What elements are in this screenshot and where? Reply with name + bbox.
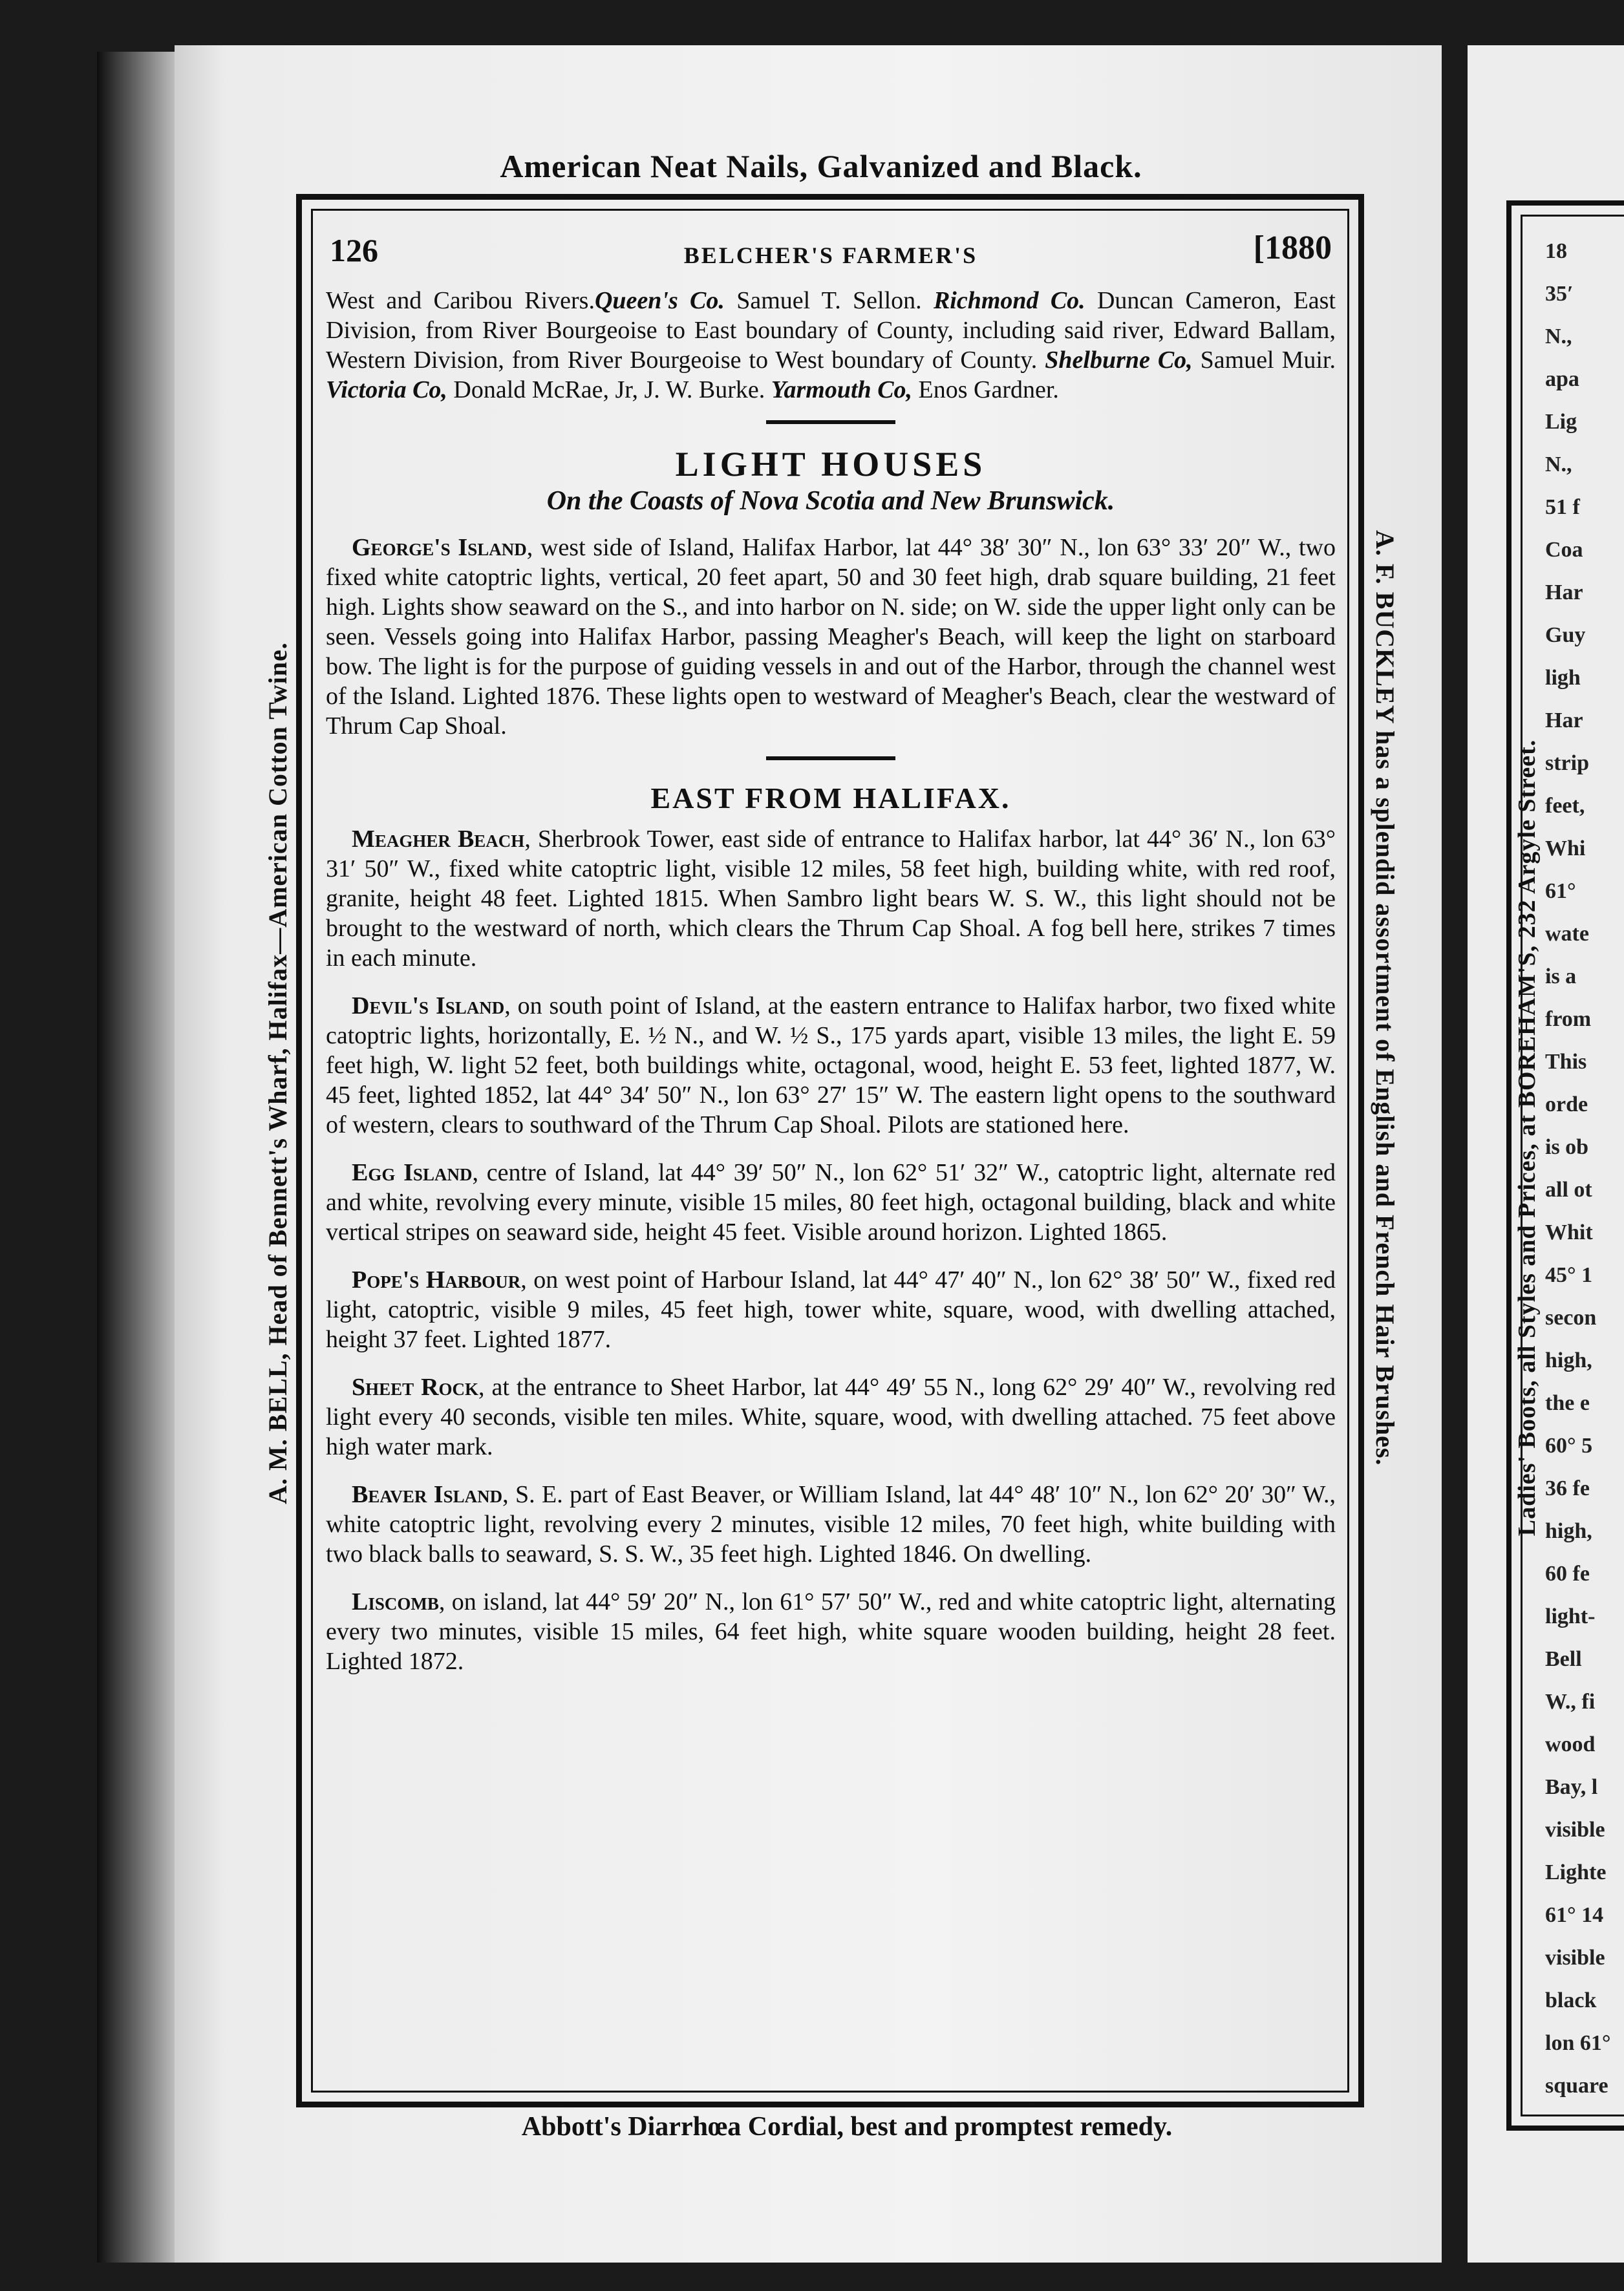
next-page-fragment: Har	[1545, 709, 1583, 732]
lighthouse-description: , centre of Island, lat 44° 39′ 50″ N., lon 62° 51′ 32″ W., catoptric light, alternate red and white, revolving every minute, visible 15 miles, 80 feet high, octagonal building, black and white vertical stripes on seaward side, height 45 feet. Visible around horizon. Lighted 1865.	[326, 1159, 1336, 1246]
lighthouse-description: , S. E. part of East Beaver, or William Island, lat 44° 48′ 10″ N., lon 62° 20′ 30″ W., white catoptric light, revolving every 2 minutes, visible 12 miles, 70 feet high, white building with two black balls to seaward, S. S. W., 35 feet high. Lighted 1846. On dwelling.	[326, 1481, 1336, 1568]
lighthouse-description: , on south point of Island, at the eastern entrance to Halifax harbor, two fixed white catoptric lights, horizontally, E. ½ N., and W. ½ S., 175 yards apart, visible 13 miles, the light E. 59 feet high, W. light 52 feet, both buildings white, octagonal, wood, height E. 53 feet, lighted 1877, W. 45 feet, lighted 1852, lat 44° 34′ 50″ N., lon 63° 27′ 15″ W. The eastern light opens to the southward of western, clears to southward of the Thrum Cap Shoal. Pilots are stationed here.	[326, 992, 1336, 1138]
running-header	[317, 226, 1345, 286]
lighthouse-name: Meagher Beach	[352, 826, 525, 853]
next-page-fragment: 18	[1545, 239, 1567, 263]
subsection-heading: EAST FROM HALIFAX.	[650, 782, 1011, 815]
next-page-fragment: feet,	[1545, 794, 1585, 818]
next-page-fragment: 51 f	[1545, 495, 1580, 519]
next-page-fragment: 60° 5	[1545, 1434, 1593, 1458]
lighthouse-name: Egg Island	[352, 1159, 473, 1186]
next-page-fragment: W., fi	[1545, 1690, 1596, 1714]
next-page-fragment: Bell	[1545, 1647, 1582, 1671]
next-page-fragment: from	[1545, 1007, 1592, 1031]
next-page-fragment: strip	[1545, 751, 1589, 775]
next-page-fragment: visible	[1545, 1818, 1605, 1842]
lighthouse-description: , at the entrance to Sheet Harbor, lat 44° 49′ 55 N., long 62° 29′ 40″ W., revolving red light every 40 seconds, visible ten miles. White, square, wood, with dwelling attached. 75 feet above high water mark.	[326, 1374, 1336, 1460]
next-page-fragment: high,	[1545, 1348, 1592, 1372]
next-page-fragment: This	[1545, 1050, 1587, 1074]
next-page-fragment: 60 fe	[1545, 1562, 1590, 1586]
next-page-fragment: Whi	[1545, 836, 1586, 860]
lighthouse-entry	[326, 991, 1336, 1140]
next-page-fragment: the e	[1545, 1391, 1590, 1415]
page-number: 126	[330, 232, 378, 268]
book-spine-edge	[97, 52, 175, 2263]
next-page-fragment: 61° 14	[1545, 1903, 1604, 1927]
next-page-fragment: 45° 1	[1545, 1263, 1593, 1287]
next-page-fragment: Lighte	[1545, 1860, 1607, 1884]
next-page-fragment: is ob	[1545, 1135, 1589, 1159]
right-margin-advertisement-2: Ladies' Boots, all Styles and Prices, at BOREHAM'S, 232 Argyle Street.	[1513, 739, 1541, 1537]
next-page-fragment: is a	[1545, 964, 1577, 988]
next-page-fragment: 35′	[1545, 282, 1574, 306]
next-page-fragment: light-	[1545, 1604, 1596, 1628]
lighthouse-name: Liscomb	[352, 1588, 439, 1615]
lighthouse-name: Devil's Island	[352, 992, 505, 1019]
next-page-fragment: high,	[1545, 1519, 1592, 1543]
next-page-fragment: secon	[1545, 1306, 1597, 1330]
next-page-fragment: ligh	[1545, 666, 1581, 690]
next-page-fragment: N.,	[1545, 453, 1572, 476]
lighthouse-entries	[317, 824, 1345, 1676]
next-page-fragment: N.,	[1545, 325, 1572, 348]
next-page-fragment: all ot	[1545, 1178, 1592, 1202]
bottom-advertisement: Abbott's Diarrhœa Cordial, best and promptest remedy.	[521, 2112, 1173, 2142]
next-page-fragment: visible	[1545, 1946, 1605, 1970]
lighthouse-description: , on island, lat 44° 59′ 20″ N., lon 61° 57′ 50″ W., red and white catoptric light, alternating every two minutes, visible 15 miles, 64 feet high, white square wooden building, height 28 feet. Lighted 1872.	[326, 1588, 1336, 1675]
top-advertisement: American Neat Nails, Galvanized and Black.	[500, 148, 1142, 184]
left-margin-advertisement: A. M. BELL, Head of Bennett's Wharf, Halifax—American Cotton Twine.	[263, 642, 292, 1504]
section-divider	[766, 420, 895, 424]
lighthouse-name: Pope's Harbour	[352, 1266, 521, 1294]
lighthouse-name: Sheet Rock	[352, 1374, 479, 1401]
lighthouse-description: , on west point of Harbour Island, lat 44° 47′ 40″ N., lon 62° 38′ 50″ W., fixed red light, catoptric, visible 9 miles, 45 feet high, tower white, square, wood, with dwelling attached, height 37 feet. Lighted 1877.	[326, 1266, 1336, 1353]
entry-georges-island: George's Island, west side of Island, Halifax Harbor, lat 44° 38′ 30″ N., lon 63° 33′ 20″ W., two fixed white catoptric lights, vertical, 20 feet apart, 50 and 30 feet high, drab square building, 21 feet high. Lights show seaward on the S., and into harbor on N. side; on W. side the upper light only can be seen. Vessels going into Halifax Harbor, passing Meagher's Beach, will keep the light on starboard bow. The light is for the purpose of guiding vessels in and out of the Harbor, through the channel west of the Island. Lighted 1876. These lights open to westward of Meagher's Beach, clear the westward of Thrum Cap Shoal.	[326, 534, 1336, 740]
next-page-fragment: apa	[1545, 367, 1579, 391]
section-title: LIGHT HOUSES	[675, 445, 987, 484]
next-page-fragment: Whit	[1545, 1220, 1593, 1244]
next-page-fragment: wate	[1545, 922, 1589, 946]
next-page-fragment: wood	[1545, 1732, 1596, 1756]
lighthouse-description: , Sherbrook Tower, east side of entrance to Halifax harbor, lat 44° 36′ N., lon 63° 31′ 50″ W., fixed white catoptric light, visible 12 miles, 58 feet high, building white, with red roof, granite, height 48 feet. Lighted 1815. When Sambro light bears W. S. W., this light should not be brought to the westward of north, which clears the Thrum Cap Shoal. A fog bell here, strikes 7 times in each minute.	[326, 826, 1336, 972]
year: [1880	[1253, 229, 1332, 266]
next-page-fragment: Har	[1545, 581, 1583, 604]
next-page-fragment: Coa	[1545, 538, 1583, 562]
section-subtitle: On the Coasts of Nova Scotia and New Brunswick.	[546, 486, 1115, 516]
page-content	[317, 226, 1345, 2088]
next-page-fragment: lon 61°	[1545, 2031, 1611, 2055]
lighthouse-name: Beaver Island	[352, 1481, 503, 1508]
running-title: BELCHER'S FARMER'S	[683, 242, 978, 268]
lighthouse-entry	[326, 1372, 1336, 1462]
lighthouse-entry	[326, 824, 1336, 973]
subsection-divider	[766, 756, 895, 760]
right-margin-advertisement-1: A. F. BUCKLEY has a splendid assortment of English and French Hair Brushes.	[1371, 530, 1400, 1466]
next-page-fragment: black	[1545, 1988, 1597, 2012]
lighthouse-entry	[326, 1480, 1336, 1569]
next-page-fragment: square	[1545, 2074, 1608, 2098]
next-page-fragment: Bay, l	[1545, 1775, 1598, 1799]
next-page-fragment: 36 fe	[1545, 1476, 1590, 1500]
lighthouse-entry	[326, 1158, 1336, 1247]
lighthouse-entry	[326, 1265, 1336, 1354]
next-page-fragment: Lig	[1545, 410, 1577, 434]
next-page-fragment: Guy	[1545, 623, 1586, 647]
next-page-fragment: orde	[1545, 1092, 1588, 1116]
next-page-fragment: 61°	[1545, 879, 1576, 903]
intro-paragraph: West and Caribou Rivers.Queen's Co. Samuel T. Sellon. Richmond Co. Duncan Cameron, East Division, from River Bourgeoise to East boundary of County, including said river, Edward Ballam, Western Division, from River Bourgeoise to West boundary of County. Shelburne Co, Samuel Muir. Victoria Co, Donald McRae, Jr, J. W. Burke. Yarmouth Co, Enos Gardner.	[326, 287, 1336, 403]
lighthouse-entry	[326, 1587, 1336, 1676]
